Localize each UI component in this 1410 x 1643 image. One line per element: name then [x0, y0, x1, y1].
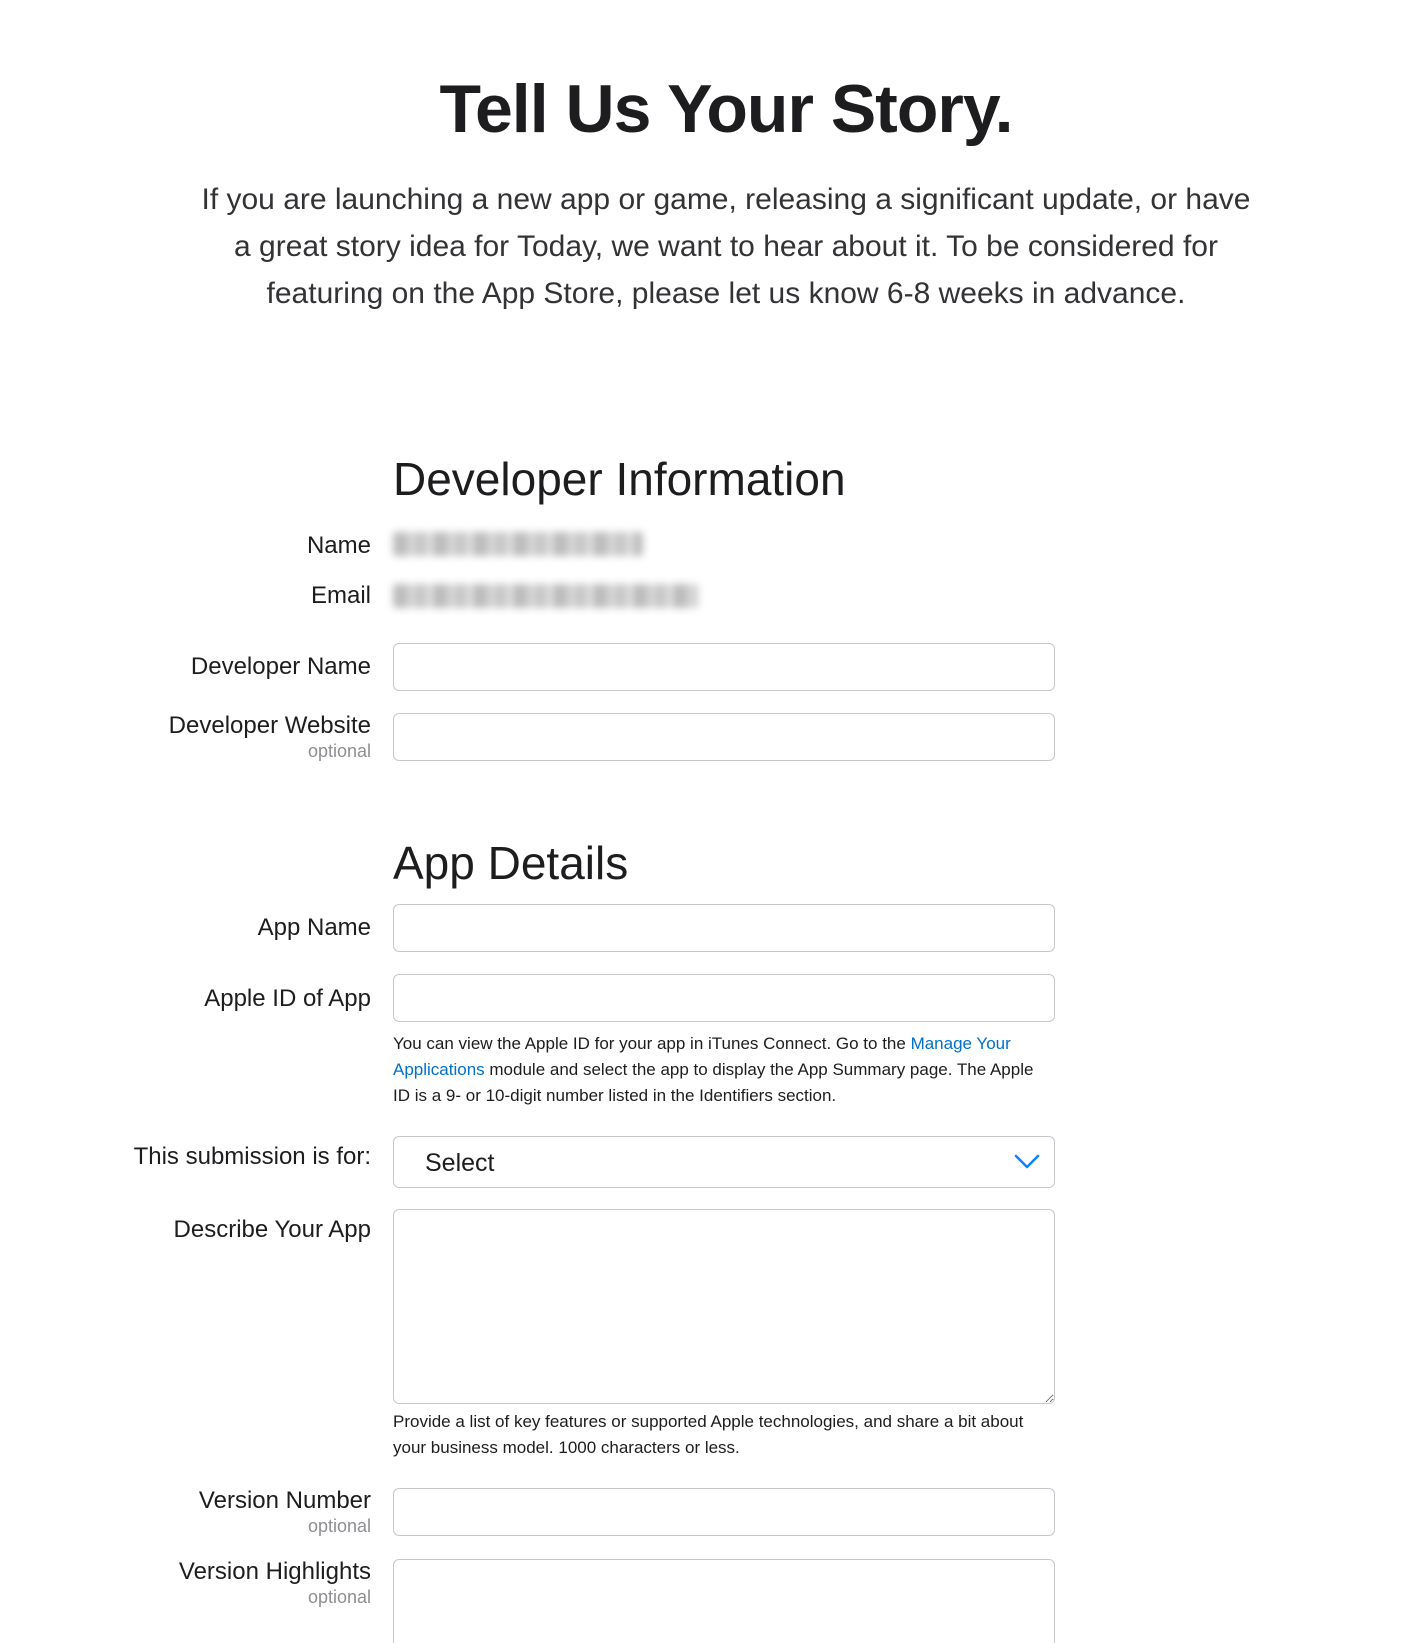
- describe-app-label: Describe Your App: [173, 1216, 371, 1243]
- version-number-optional-note: optional: [307, 1516, 371, 1536]
- page-intro: If you are launching a new app or game, releasing a significant update, or have a great story idea for Today, we want to hear about it. To be considered for featuring on the App Store, please let us know 6-8 weeks in advance.: [201, 183, 1251, 310]
- developer-name-input[interactable]: [393, 643, 1055, 691]
- email-label: Email: [310, 582, 371, 609]
- chevron-down-icon: [1014, 1151, 1040, 1171]
- submission-type-select[interactable]: [393, 1136, 1055, 1188]
- developer-website-label: Developer Website: [168, 712, 371, 739]
- developer-website-optional-note: optional: [307, 741, 371, 761]
- apple-id-help-after: module and select the app to display the App Summary page. The Apple ID is a 9- or 10-digit number listed in the Identifiers section.: [393, 1060, 1034, 1105]
- developer-website-input[interactable]: [393, 713, 1055, 761]
- version-number-input[interactable]: [393, 1488, 1055, 1536]
- app-name-input[interactable]: [393, 904, 1055, 952]
- page-title: Tell Us Your Story.: [439, 71, 1013, 147]
- submission-type-selected-value: Select: [425, 1149, 495, 1177]
- name-value-redacted: [393, 532, 643, 556]
- apple-id-input[interactable]: [393, 974, 1055, 1022]
- email-value-redacted: [393, 584, 698, 608]
- manage-your-applications-link[interactable]: Manage Your Applications: [393, 1034, 1011, 1079]
- describe-app-textarea[interactable]: [393, 1209, 1055, 1404]
- describe-app-help-text: Provide a list of key features or supported Apple technologies, and share a bit about your business model. 1000 characters or less.: [393, 1412, 1024, 1457]
- developer-information-heading: Developer Information: [393, 453, 846, 505]
- app-details-heading: App Details: [393, 837, 629, 889]
- apple-id-label: Apple ID of App: [204, 985, 371, 1012]
- apple-id-help-before: You can view the Apple ID for your app in iTunes Connect. Go to the: [393, 1034, 911, 1053]
- version-highlights-optional-note: optional: [307, 1587, 371, 1607]
- apple-id-help-text: [393, 1031, 1055, 1109]
- version-number-label: Version Number: [198, 1487, 371, 1514]
- app-name-label: App Name: [257, 914, 371, 941]
- version-highlights-textarea[interactable]: [393, 1559, 1055, 1643]
- submission-type-label: This submission is for:: [133, 1143, 371, 1170]
- developer-name-label: Developer Name: [190, 653, 371, 680]
- name-label: Name: [306, 532, 371, 559]
- version-highlights-label: Version Highlights: [178, 1558, 371, 1585]
